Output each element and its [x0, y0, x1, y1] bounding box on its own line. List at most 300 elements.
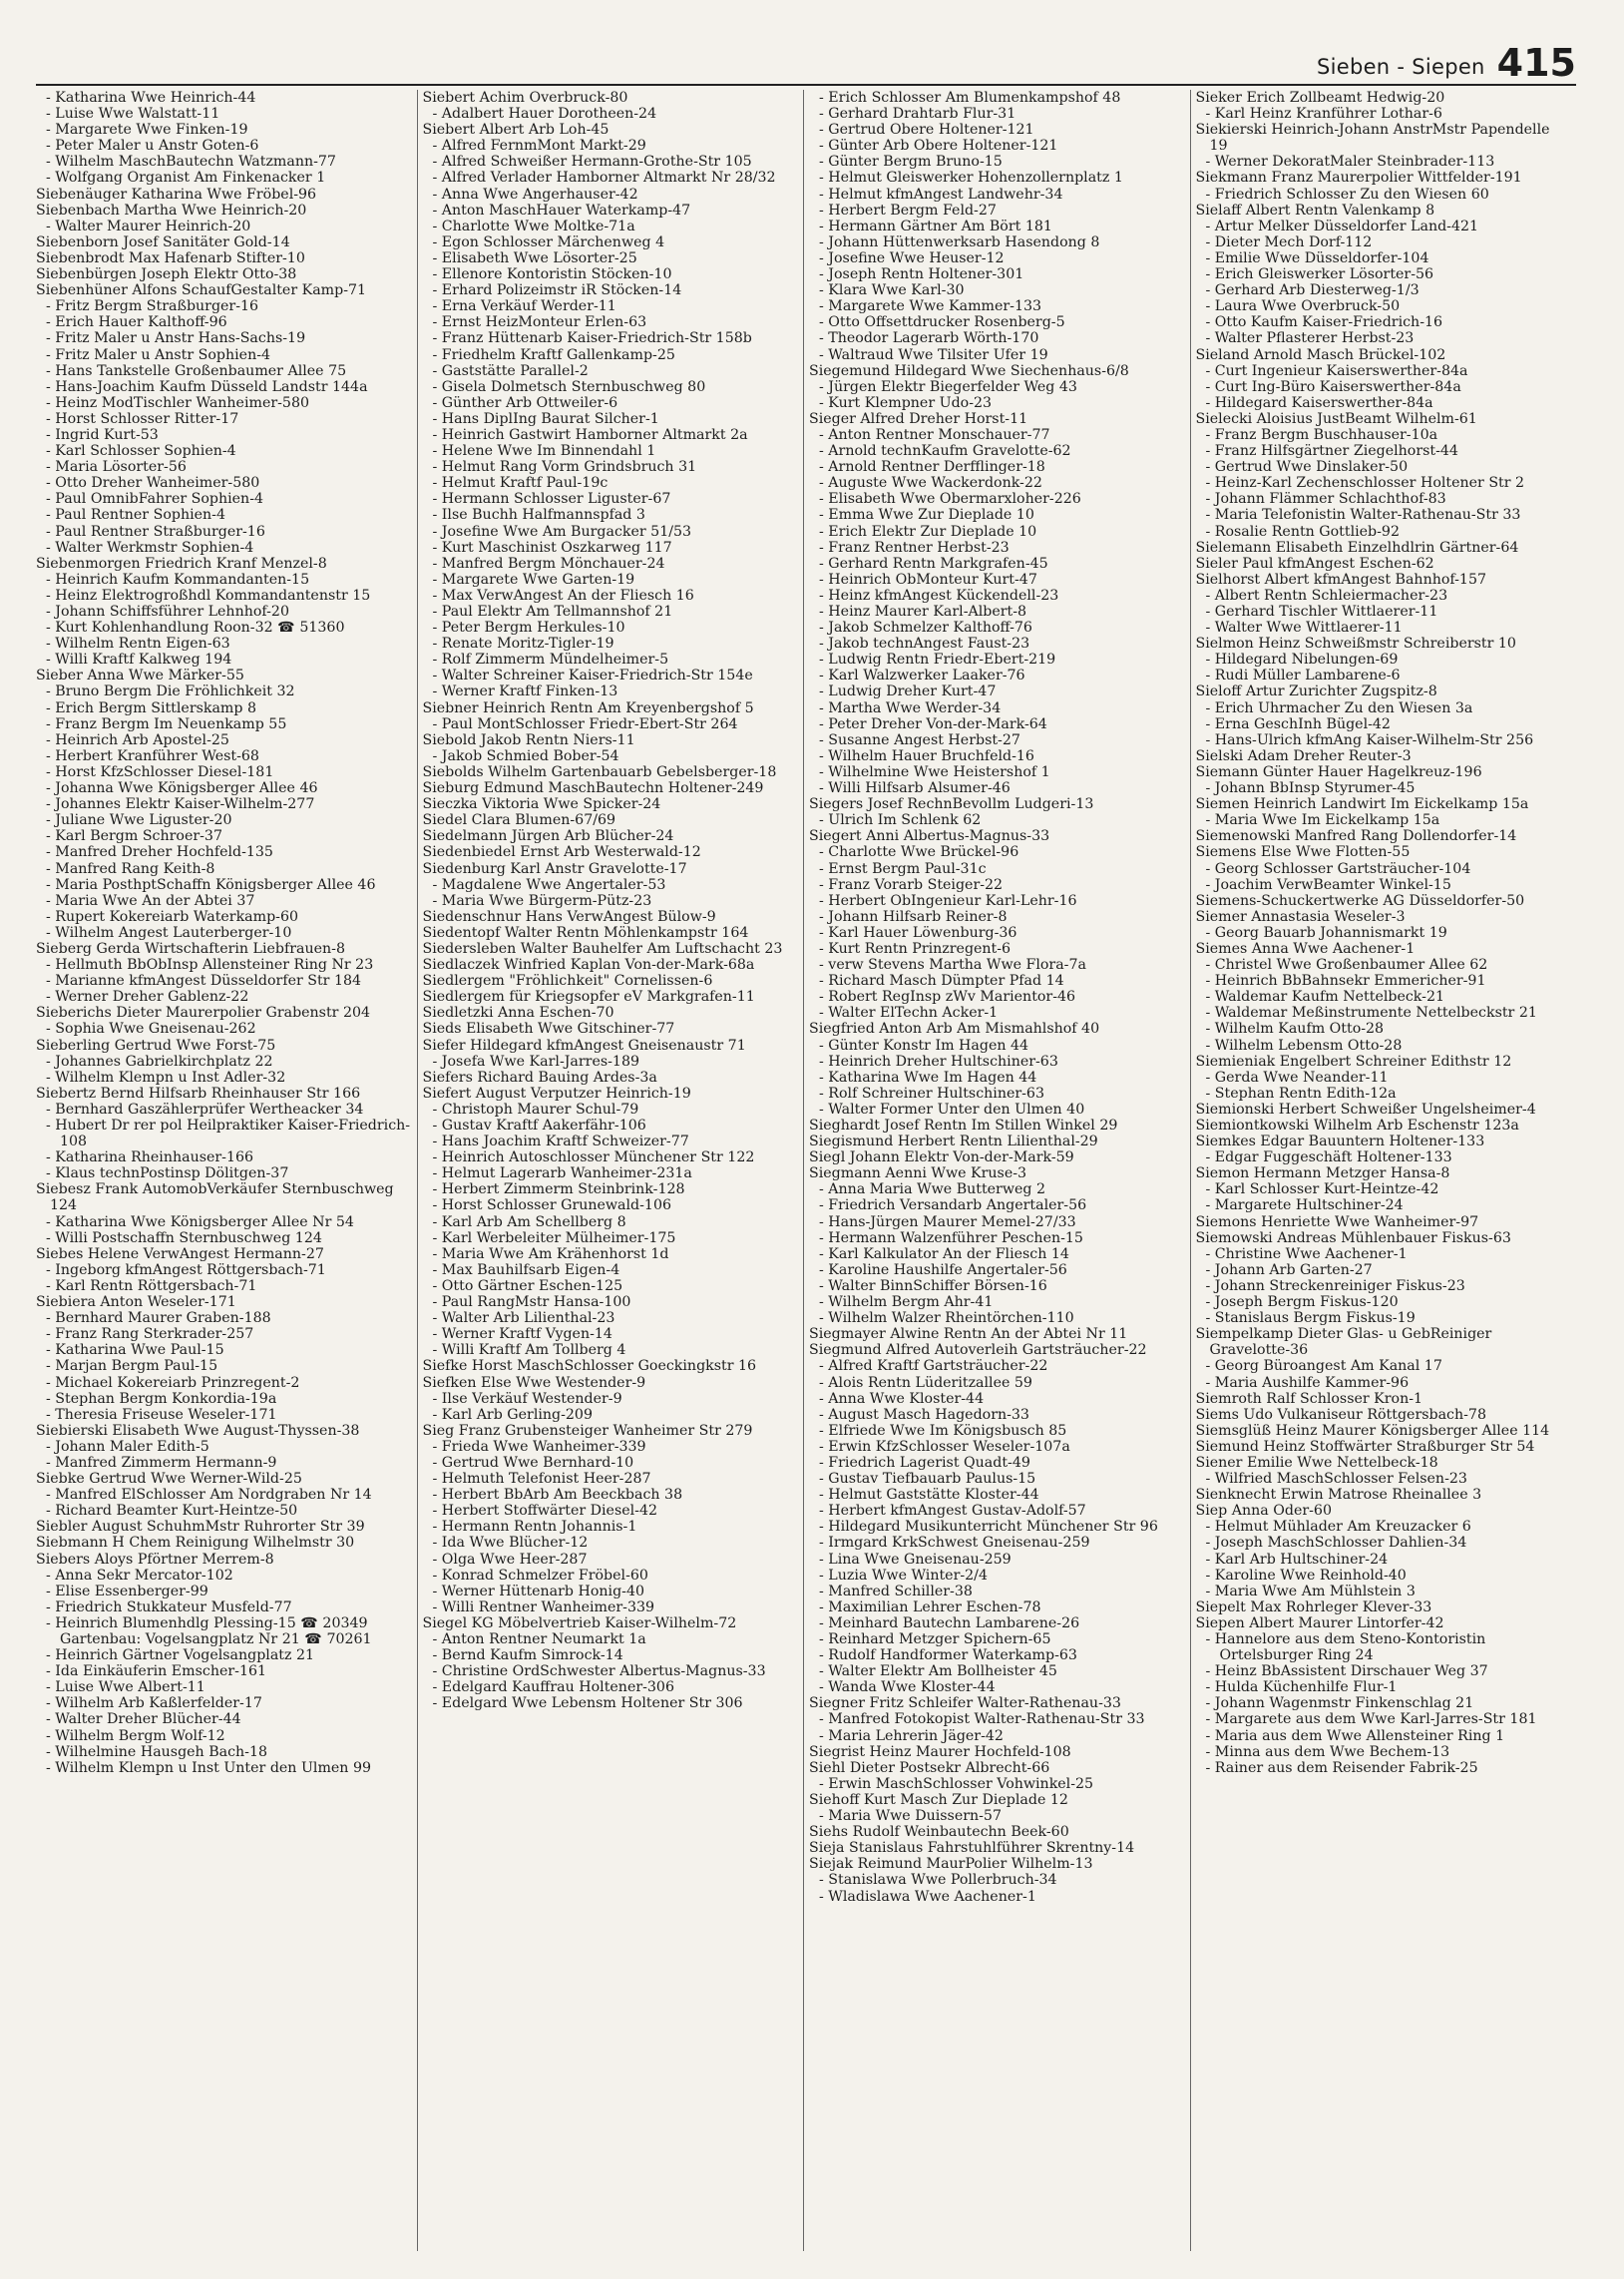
directory-entry: - Heinrich Gastwirt Hamborner Altmarkt 2a — [432, 426, 748, 443]
directory-entry: Siedletzki Anna Eschen-70 — [422, 1005, 614, 1022]
directory-entry: - Anna Wwe Kloster-44 — [819, 1390, 985, 1407]
directory-entry: - Alfred Schweißer Hermann-Grothe-Str 105 — [432, 154, 752, 171]
directory-entry: - Gaststätte Parallel-2 — [432, 362, 589, 379]
directory-entry: Siebenbach Martha Wwe Heinrich-20 — [36, 202, 307, 219]
directory-entry: - Margarete Wwe Finken-19 — [46, 122, 248, 139]
directory-entry: - Hermann Gärtner Am Bört 181 — [819, 218, 1052, 234]
directory-entry: - Walter BinnSchiffer Börsen-16 — [819, 1277, 1047, 1294]
directory-entry: - Maria Wwe Am Mühlstein 3 — [1205, 1583, 1416, 1599]
directory-entry: - Walter Dreher Blücher-44 — [46, 1711, 241, 1728]
directory-entry: Sieberling Gertrud Wwe Forst-75 — [36, 1037, 276, 1054]
directory-entry: - Heinrich Arb Apostel-25 — [46, 731, 229, 748]
directory-entry: - Christel Wwe Großenbaumer Allee 62 — [1205, 957, 1488, 974]
directory-entry: - Lina Wwe Gneisenau-259 — [819, 1551, 1012, 1568]
directory-entry: - Hans Joachim Kraftf Schweizer-77 — [432, 1134, 689, 1150]
directory-entry: - Rudi Müller Lambarene-6 — [1205, 668, 1401, 684]
directory-entry: - Heinrich Dreher Hultschiner-63 — [819, 1053, 1058, 1070]
directory-entry: Siebner Heinrich Rentn Am Kreyenbergshof 5 — [422, 699, 754, 716]
directory-entry: - Hermann Schlosser Liguster-67 — [432, 491, 671, 508]
directory-entry: - Edelgard Wwe Lebensm Holtener Str 306 — [432, 1695, 743, 1712]
directory-entry: - Paul OmnibFahrer Sophien-4 — [46, 491, 264, 508]
directory-entry: - Karoline Wwe Reinhold-40 — [1205, 1567, 1407, 1584]
directory-entry: - Margarete Wwe Kammer-133 — [819, 298, 1042, 315]
directory-entry: Siemroth Ralf Schlosser Kron-1 — [1195, 1390, 1423, 1407]
directory-entry: - Kurt Maschinist Oszkarweg 117 — [432, 539, 672, 556]
directory-entry: - Karl Rentn Röttgersbach-71 — [46, 1277, 257, 1294]
directory-entry: - Dieter Mech Dorf-112 — [1205, 233, 1373, 250]
directory-entry: - Christine Wwe Aachener-1 — [1205, 1245, 1408, 1262]
directory-entry: - Gerhard Rentn Markgrafen-45 — [819, 555, 1048, 572]
directory-entry: - Ida Einkäuferin Emscher-161 — [46, 1663, 267, 1680]
directory-entry: Siegmann Aenni Wwe Kruse-3 — [809, 1165, 1027, 1182]
directory-entry: - Alfred Kraftf Gartsträucher-22 — [819, 1358, 1048, 1375]
directory-entry: Siebke Gertrud Wwe Werner-Wild-25 — [36, 1471, 302, 1488]
directory-entry: - Wilhelm Kaufm Otto-28 — [1205, 1021, 1385, 1038]
directory-entry: - Irmgard KrkSchwest Gneisenau-259 — [819, 1535, 1090, 1552]
directory-entry: - Hulda Küchenhilfe Flur-1 — [1205, 1679, 1398, 1696]
directory-entry: - Waldemar Meßinstrumente Nettelbeckstr 21 — [1205, 1005, 1537, 1022]
directory-entry: - Willi Kraftf Kalkweg 194 — [46, 652, 232, 669]
directory-entry: - Gerhard Tischler Wittlaerer-11 — [1205, 604, 1438, 620]
directory-entry: Siegel KG Möbelvertrieb Kaiser-Wilhelm-72 — [422, 1614, 737, 1631]
directory-entry: Sielaff Albert Rentn Valenkamp 8 — [1195, 202, 1435, 219]
directory-entry: - Hans-Jürgen Maurer Memel-27/33 — [819, 1213, 1076, 1230]
directory-entry: - Edgar Fuggeschäft Holtener-133 — [1205, 1149, 1452, 1166]
directory-entry: - Ilse Buchh Halfmannspfad 3 — [432, 507, 645, 524]
directory-entry: - Anna Maria Wwe Butterweg 2 — [819, 1181, 1045, 1198]
directory-entry: - Bernd Kaufm Simrock-14 — [432, 1647, 623, 1664]
directory-entry: - Olga Wwe Heer-287 — [432, 1551, 588, 1568]
directory-entry: Siemiontkowski Wilhelm Arb Eschenstr 123a — [1195, 1118, 1519, 1134]
directory-entry: Siebiera Anton Weseler-171 — [36, 1294, 236, 1311]
directory-entry: - Maria Wwe An der Abtei 37 — [46, 892, 255, 909]
directory-entry: Siedelmann Jürgen Arb Blücher-24 — [422, 828, 674, 845]
directory-entry: - Richard Beamter Kurt-Heintze-50 — [46, 1503, 298, 1520]
directory-entry: Sieberichs Dieter Maurerpolier Grabenstr 204 — [36, 1005, 371, 1022]
directory-entry: - Konrad Schmelzer Fröbel-60 — [432, 1567, 648, 1584]
directory-entry: Sielemann Elisabeth Einzelhdlrin Gärtner-64 — [1195, 539, 1519, 556]
directory-entry: Siegismund Herbert Rentn Lilienthal-29 — [809, 1134, 1098, 1150]
directory-entry: - Erhard Polizeimstr iR Stöcken-14 — [432, 282, 682, 299]
directory-entry: - Werner Kraftf Finken-13 — [432, 684, 618, 700]
directory-entry: - Johann Schiffsführer Lehnhof-20 — [46, 604, 289, 620]
directory-entry: - Gerhard Drahtarb Flur-31 — [819, 106, 1016, 123]
directory-entry: - Rupert Kokereiarb Waterkamp-60 — [46, 908, 299, 925]
directory-entry: - Ingrid Kurt-53 — [46, 426, 159, 443]
directory-entry: - Walter Maurer Heinrich-20 — [46, 218, 251, 234]
directory-entry: - Renate Moritz-Tigler-19 — [432, 636, 614, 653]
directory-entry: - Manfred Fotokopist Walter-Rathenau-Str 33 — [819, 1711, 1145, 1728]
directory-entry: - Manfred Rang Keith-8 — [46, 860, 215, 877]
directory-entry: - Anton MaschHauer Waterkamp-47 — [432, 202, 691, 219]
directory-entry: - Wilhelm Bergm Ahr-41 — [819, 1294, 994, 1311]
directory-entry: - Hildegard Musikunterricht Münchener Str 96 — [819, 1519, 1158, 1536]
directory-entry: - Josefa Wwe Karl-Jarres-189 — [432, 1053, 639, 1070]
directory-entry: Siegmund Alfred Autoverleih Gartsträucher-22 — [809, 1342, 1147, 1359]
directory-entry: - Helmut Lagerarb Wanheimer-231a — [432, 1165, 692, 1182]
directory-entry: - Franz Hüttenarb Kaiser-Friedrich-Str 158b — [432, 330, 752, 347]
directory-entry: - Ellenore Kontoristin Stöcken-10 — [432, 266, 672, 283]
directory-entry: - Ulrich Im Schlenk 62 — [819, 812, 982, 829]
directory-entry: - Otto Gärtner Eschen-125 — [432, 1277, 623, 1294]
directory-entry: - Herbert Stoffwärter Diesel-42 — [432, 1503, 658, 1520]
directory-entry: - Heinz BbAssistent Dirschauer Weg 37 — [1205, 1663, 1488, 1680]
directory-entry: Siems Udo Vulkaniseur Röttgersbach-78 — [1195, 1406, 1486, 1423]
directory-entry: - Heinrich Autoschlosser Münchener Str 122 — [432, 1149, 755, 1166]
directory-entry: - Paul Rentner Sophien-4 — [46, 507, 225, 524]
directory-entry: - Alfred Verlader Hamborner Altmarkt Nr 28/32 — [432, 170, 776, 187]
directory-entry: - Karl Walzwerker Laaker-76 — [819, 668, 1025, 684]
directory-entry: - Wilfried MaschSchlosser Felsen-23 — [1205, 1471, 1467, 1488]
directory-entry: - Hermann Rentn Johannis-1 — [432, 1519, 637, 1536]
directory-entry: - Erna Verkäuf Werder-11 — [432, 298, 616, 315]
directory-entry: - Franz Bergm Buschhauser-10a — [1205, 426, 1438, 443]
directory-entry: - Friedhelm Kraftf Gallenkamp-25 — [432, 346, 675, 363]
directory-entry: - Maria Aushilfe Kammer-96 — [1205, 1374, 1410, 1391]
directory-entry: - Elisabeth Wwe Obermarxloher-226 — [819, 491, 1081, 508]
directory-entry: - Helmut Rang Vorm Grindsbruch 31 — [432, 459, 697, 476]
directory-entry: - Wilhelmine Wwe Heistershof 1 — [819, 763, 1050, 780]
directory-entry: - Walter Former Unter den Ulmen 40 — [819, 1101, 1085, 1118]
directory-entry: Siefers Richard Bauing Ardes-3a — [422, 1069, 657, 1086]
directory-entry: - Erich Gleiswerker Lösorter-56 — [1205, 266, 1434, 283]
directory-entry: - Friedrich Versandarb Angertaler-56 — [819, 1197, 1087, 1214]
directory-entry: - Otto Kaufm Kaiser-Friedrich-16 — [1205, 314, 1443, 331]
directory-entry: - Manfred Zimmerm Hermann-9 — [46, 1454, 277, 1471]
directory-entry: Sielecki Aloisius JustBeamt Wilhelm-61 — [1195, 410, 1477, 427]
directory-entry: - Maria Telefonistin Walter-Rathenau-Str 33 — [1205, 507, 1521, 524]
directory-entry: - Meinhard Bautechn Lambarene-26 — [819, 1614, 1080, 1631]
directory-entry: - Erwin MaschSchlosser Vohwinkel-25 — [819, 1775, 1094, 1792]
directory-entry: - Stanislawa Wwe Pollerbruch-34 — [819, 1872, 1057, 1889]
directory-entry: - Erich Hauer Kalthoff-96 — [46, 314, 227, 331]
directory-entry: - Albert Rentn Schleiermacher-23 — [1205, 587, 1448, 604]
directory-entry: - Wilhelm Rentn Eigen-63 — [46, 636, 230, 653]
directory-entry: - Manfred ElSchlosser Am Nordgraben Nr 14 — [46, 1487, 372, 1504]
directory-entry: Sieloff Artur Zurichter Zugspitz-8 — [1195, 684, 1437, 700]
directory-entry: Siener Emilie Wwe Nettelbeck-18 — [1195, 1454, 1438, 1471]
directory-entry: - Johann Hüttenwerksarb Hasendong 8 — [819, 233, 1100, 250]
directory-entry: - Ernst Bergm Paul-31c — [819, 860, 987, 877]
directory-entry: - Horst KfzSchlosser Diesel-181 — [46, 763, 274, 780]
directory-entry: - Helmut Kraftf Paul-19c — [432, 475, 609, 492]
directory-entry: - Christoph Maurer Schul-79 — [432, 1101, 639, 1118]
directory-entry: - Theresia Friseuse Weseler-171 — [46, 1406, 277, 1423]
directory-entry: Siebenborn Josef Sanitäter Gold-14 — [36, 233, 290, 250]
directory-entry: - Walter Wwe Wittlaerer-11 — [1205, 620, 1403, 637]
directory-entry: - Karl Heinz Kranführer Lothar-6 — [1205, 106, 1442, 123]
directory-entry: - Karl Arb Gerling-209 — [432, 1406, 593, 1423]
directory-entry: - Katharina Wwe Königsberger Allee Nr 54 — [46, 1213, 354, 1230]
directory-entry: - Anna Sekr Mercator-102 — [46, 1567, 233, 1584]
directory-entry: - Max Bauhilfsarb Eigen-4 — [432, 1261, 620, 1278]
directory-entry: - Ilse Verkäuf Westender-9 — [432, 1390, 622, 1407]
directory-entry: Siebenhüner Alfons SchaufGestalter Kamp-71 — [36, 282, 367, 299]
directory-entry: - Stanislaus Bergm Fiskus-19 — [1205, 1310, 1416, 1327]
directory-column-4 — [1190, 90, 1577, 2251]
directory-entry: - Friedrich Stukkateur Musfeld-77 — [46, 1598, 292, 1615]
directory-entry: - Maria Wwe Im Eickelkamp 15a — [1205, 812, 1440, 829]
directory-entry: Siefert August Verputzer Heinrich-19 — [422, 1085, 691, 1102]
directory-entry: Siedenbiedel Ernst Arb Westerwald-12 — [422, 844, 701, 861]
directory-entry: - Johann Streckenreiniger Fiskus-23 — [1205, 1277, 1465, 1294]
directory-entry: Sielhorst Albert kfmAngest Bahnhof-157 — [1195, 571, 1487, 588]
directory-entry: - Richard Masch Dümpter Pfad 14 — [819, 973, 1064, 990]
directory-entry: - Wilhelm Bergm Wolf-12 — [46, 1727, 225, 1744]
directory-entry: Siemon Hermann Metzger Hansa-8 — [1195, 1165, 1450, 1182]
directory-entry: - Erich Schlosser Am Blumenkampshof 48 — [819, 90, 1121, 106]
directory-entry: - Karl Hauer Löwenburg-36 — [819, 924, 1017, 941]
directory-entry: - Hellmuth BbObInsp Allensteiner Ring Nr 23 — [46, 957, 374, 974]
directory-entry: - Wolfgang Organist Am Finkenacker 1 — [46, 170, 326, 187]
directory-entry: Siemieniak Engelbert Schreiner Edithstr 12 — [1195, 1053, 1512, 1070]
directory-entry: Siehoff Kurt Masch Zur Dieplade 12 — [809, 1791, 1068, 1808]
directory-entry: - Willi Rentner Wanheimer-339 — [432, 1598, 655, 1615]
directory-entry: - Juliane Wwe Liguster-20 — [46, 812, 232, 829]
directory-entry: - Horst Schlosser Ritter-17 — [46, 410, 239, 427]
directory-entry: - Georg Büroangest Am Kanal 17 — [1205, 1358, 1442, 1375]
directory-entry: - Herbert BbArb Am Beeckbach 38 — [432, 1487, 683, 1504]
directory-entry: - Heinrich Blumenhdlg Plessing-15 ☎ 20349 Gartenbau: Vogelsangplatz Nr 21 ☎ 70261 — [46, 1614, 372, 1647]
name-range: Sieben - Siepen — [1316, 55, 1485, 79]
directory-entry: - Michael Kokereiarb Prinzregent-2 — [46, 1374, 300, 1391]
directory-entry: - Joseph Bergm Fiskus-120 — [1205, 1294, 1399, 1311]
directory-entry: - Katharina Rheinhauser-166 — [46, 1149, 254, 1166]
directory-entry: Siemen Heinrich Landwirt Im Eickelkamp 15a — [1195, 796, 1529, 813]
directory-entry: - Ernst HeizMonteur Erlen-63 — [432, 314, 647, 331]
directory-entry: Sienknecht Erwin Matrose Rheinallee 3 — [1195, 1487, 1482, 1504]
directory-entry: - Waltraud Wwe Tilsiter Ufer 19 — [819, 346, 1048, 363]
directory-entry: - Charlotte Wwe Brückel-96 — [819, 844, 1019, 861]
directory-entry: - Stephan Bergm Konkordia-19a — [46, 1390, 277, 1407]
directory-entry: - August Masch Hagedorn-33 — [819, 1406, 1029, 1423]
directory-entry: - Alfred FernmMont Markt-29 — [432, 138, 646, 155]
directory-entry: - Gustav Tiefbauarb Paulus-15 — [819, 1471, 1036, 1488]
directory-entry: - Peter Maler u Anstr Goten-6 — [46, 138, 259, 155]
directory-entry: - Luise Wwe Albert-11 — [46, 1679, 205, 1696]
directory-entry: - Wilhelm Walzer Rheintörchen-110 — [819, 1310, 1074, 1327]
directory-entry: - Karoline Haushilfe Angertaler-56 — [819, 1261, 1067, 1278]
directory-entry: Siebers Aloys Pförtner Merrem-8 — [36, 1551, 274, 1568]
directory-entry: - Johann Hilfsarb Reiner-8 — [819, 908, 1008, 925]
directory-entry: - Franz Hilfsgärtner Ziegelhorst-44 — [1205, 443, 1458, 460]
directory-entry: - Walter Schreiner Kaiser-Friedrich-Str 154e — [432, 668, 753, 684]
directory-entry: - Laura Wwe Overbruck-50 — [1205, 298, 1401, 315]
directory-entry: Sieds Elisabeth Wwe Gitschiner-77 — [422, 1021, 675, 1038]
directory-entry: - Walter ElTechn Acker-1 — [819, 1005, 999, 1022]
directory-entry: - Heinz-Karl Zechenschlosser Holtener Str 2 — [1205, 475, 1525, 492]
directory-entry: - Hildegard Kaiserswerther-84a — [1205, 394, 1433, 411]
directory-entry: - Willi Hilfsarb Alsumer-46 — [819, 780, 1011, 797]
directory-entry: - Ludwig Dreher Kurt-47 — [819, 684, 997, 700]
directory-entry: - Karl Arb Hultschiner-24 — [1205, 1551, 1389, 1568]
directory-entry: - Rolf Schreiner Hultschiner-63 — [819, 1085, 1044, 1102]
directory-entry: - Heinz kfmAngest Kückendell-23 — [819, 587, 1059, 604]
directory-entry: Siefken Else Wwe Westender-9 — [422, 1374, 646, 1391]
directory-entry: Siekierski Heinrich-Johann AnstrMstr Papendelle 19 — [1195, 122, 1550, 155]
directory-entry: - Erich Elektr Zur Dieplade 10 — [819, 523, 1037, 540]
directory-entry: - Walter Arb Lilienthal-23 — [432, 1310, 615, 1327]
directory-entry: - Karl Bergm Schroer-37 — [46, 828, 222, 845]
directory-entry: - Alois Rentn Lüderitzallee 59 — [819, 1374, 1032, 1391]
directory-entry: - Kurt Rentn Prinzregent-6 — [819, 940, 1012, 957]
directory-entry: - Hans DiplIng Baurat Silcher-1 — [432, 410, 659, 427]
directory-entry: - Gerda Wwe Neander-11 — [1205, 1069, 1389, 1086]
directory-entry: Siebert Albert Arb Loh-45 — [422, 122, 609, 139]
directory-entry: - Franz Rang Sterkrader-257 — [46, 1326, 254, 1343]
directory-entry: - Christine OrdSchwester Albertus-Magnus-33 — [432, 1663, 766, 1680]
directory-entry: - Horst Schlosser Grunewald-106 — [432, 1197, 672, 1214]
directory-entry: - Luise Wwe Walstatt-11 — [46, 106, 220, 123]
directory-entry: Siebenäuger Katharina Wwe Fröbel-96 — [36, 186, 317, 203]
directory-entry: - Wladislawa Wwe Aachener-1 — [819, 1888, 1036, 1905]
directory-entry: Siegl Johann Elektr Von-der-Mark-59 — [809, 1149, 1074, 1166]
directory-entry: - Maria aus dem Wwe Allensteiner Ring 1 — [1205, 1727, 1505, 1744]
directory-entry: - Waldemar Kaufm Nettelbeck-21 — [1205, 989, 1445, 1006]
directory-entry: - Fritz Bergm Straßburger-16 — [46, 298, 259, 315]
directory-entry: Siemons Henriette Wwe Wanheimer-97 — [1195, 1213, 1479, 1230]
directory-column-2 — [417, 90, 804, 2251]
directory-entry: - Martha Wwe Werder-34 — [819, 699, 1002, 716]
directory-entry: - Margarete aus dem Wwe Karl-Jarres-Str 181 — [1205, 1711, 1537, 1728]
directory-entry: - Gertrud Wwe Dinslaker-50 — [1205, 459, 1409, 476]
directory-entry: - Ludwig Rentn Friedr-Ebert-219 — [819, 652, 1056, 669]
directory-entry: - Willi Kraftf Am Tollberg 4 — [432, 1342, 626, 1359]
directory-entry: - Werner Kraftf Vygen-14 — [432, 1326, 612, 1343]
directory-entry: - Susanne Angest Herbst-27 — [819, 731, 1020, 748]
directory-entry: - Ingeborg kfmAngest Röttgersbach-71 — [46, 1261, 326, 1278]
directory-entry: Siehl Dieter Postsekr Albrecht-66 — [809, 1759, 1050, 1776]
directory-entry: - Robert RegInsp zWv Marientor-46 — [819, 989, 1076, 1006]
directory-entry: Siemowski Andreas Mühlenbauer Fiskus-63 — [1195, 1229, 1511, 1246]
directory-entry: - Wilhelm Lebensm Otto-28 — [1205, 1037, 1403, 1054]
directory-entry: - Johann Flämmer Schlachthof-83 — [1205, 491, 1446, 508]
directory-entry: - Katharina Wwe Paul-15 — [46, 1342, 224, 1359]
directory-entry: - Anna Wwe Angerhauser-42 — [432, 186, 638, 203]
directory-entry: Siedentopf Walter Rentn Möhlenkampstr 164 — [422, 924, 749, 941]
directory-entry: Siemsglüß Heinz Maurer Königsberger Allee 114 — [1195, 1422, 1550, 1439]
directory-entry: Siebler August SchuhmMstr Ruhrorter Str 39 — [36, 1519, 365, 1536]
directory-entry: - Joseph Rentn Holtener-301 — [819, 266, 1024, 283]
directory-entry: - Rudolf Handformer Waterkamp-63 — [819, 1647, 1077, 1664]
directory-entry: - Willi Postschaffn Sternbuschweg 124 — [46, 1229, 322, 1246]
directory-entry: - Gerhard Arb Diesterweg-1/3 — [1205, 282, 1420, 299]
directory-entry: - Wilhelmine Hausgeh Bach-18 — [46, 1743, 268, 1760]
directory-entry: - Marianne kfmAngest Düsseldorfer Str 184 — [46, 973, 362, 990]
directory-entry: Sieczka Viktoria Wwe Spicker-24 — [422, 796, 661, 813]
directory-entry: - Heinz Elektrogroßhdl Kommandantenstr 15 — [46, 587, 371, 604]
directory-entry: - verw Stevens Martha Wwe Flora-7a — [819, 957, 1086, 974]
directory-entry: - Gisela Dolmetsch Sternbuschweg 80 — [432, 378, 706, 395]
directory-entry: - Edelgard Kauffrau Holtener-306 — [432, 1679, 674, 1696]
directory-entry: - Karl Werbeleiter Mülheimer-175 — [432, 1229, 676, 1246]
directory-entry: - Marjan Bergm Paul-15 — [46, 1358, 218, 1375]
directory-entry: - Georg Schlosser Gartsträucher-104 — [1205, 860, 1471, 877]
directory-entry: Siegers Josef RechnBevollm Ludgeri-13 — [809, 796, 1094, 813]
directory-entry: - Jakob Schmelzer Kalthoff-76 — [819, 620, 1032, 637]
directory-entry: - Walter Werkmstr Sophien-4 — [46, 539, 254, 556]
directory-entry: - Heinrich Kaufm Kommandanten-15 — [46, 571, 310, 588]
directory-entry: - Walter Pflasterer Herbst-23 — [1205, 330, 1415, 347]
directory-entry: - Paul RangMstr Hansa-100 — [432, 1294, 631, 1311]
directory-entry: - Franz Rentner Herbst-23 — [819, 539, 1010, 556]
directory-entry: - Wilhelm MaschBautechn Watzmann-77 — [46, 154, 336, 171]
directory-entry: - Otto Offsettdrucker Rosenberg-5 — [819, 314, 1065, 331]
directory-entry: - Maria PosthptSchaffn Königsberger Allee 46 — [46, 876, 376, 893]
directory-entry: Sieber Anna Wwe Märker-55 — [36, 668, 244, 684]
directory-entry: - Sophia Wwe Gneisenau-262 — [46, 1021, 256, 1038]
directory-entry: - Günter Arb Obere Holtener-121 — [819, 138, 1058, 155]
directory-entry: - Johann BbInsp Styrumer-45 — [1205, 780, 1416, 797]
directory-entry: - Charlotte Wwe Moltke-71a — [432, 218, 635, 234]
directory-entry: - Kurt Kohlenhandlung Roon-32 ☎ 51360 — [46, 620, 345, 637]
directory-entry: - Margarete Wwe Garten-19 — [432, 571, 635, 588]
directory-entry: - Erna GeschInh Bügel-42 — [1205, 715, 1391, 732]
directory-entry: - Herbert Zimmerm Steinbrink-128 — [432, 1181, 685, 1198]
directory-entry: Siemann Günter Hauer Hagelkreuz-196 — [1195, 763, 1482, 780]
directory-entry: - Minna aus dem Wwe Bechem-13 — [1205, 1743, 1450, 1760]
directory-entry: - Klara Wwe Karl-30 — [819, 282, 965, 299]
directory-entry: - Herbert kfmAngest Gustav-Adolf-57 — [819, 1503, 1086, 1520]
directory-entry: Siebertz Bernd Hilfsarb Rheinhauser Str 166 — [36, 1085, 361, 1102]
directory-entry: Siekmann Franz Maurerpolier Wittfelder-191 — [1195, 170, 1522, 187]
directory-entry: - Wilhelm Klempn u Inst Adler-32 — [46, 1069, 286, 1086]
directory-entry: - Helmut kfmAngest Landwehr-34 — [819, 186, 1063, 203]
directory-entry: - Emilie Wwe Düsseldorfer-104 — [1205, 249, 1429, 266]
directory-entry: Siemionski Herbert Schweißer Ungelsheimer-4 — [1195, 1101, 1536, 1118]
directory-entry: - Arnold Rentner Derfflinger-18 — [819, 459, 1045, 476]
directory-entry: Siedenschnur Hans VerwAngest Bülow-9 — [422, 908, 716, 925]
directory-entry: - Jakob Schmied Bober-54 — [432, 747, 619, 764]
directory-entry: - Anton Rentner Neumarkt 1a — [432, 1631, 646, 1647]
directory-entry: - Emma Wwe Zur Dieplade 10 — [819, 507, 1034, 524]
directory-entry: Siegert Anni Albertus-Magnus-33 — [809, 828, 1050, 845]
directory-entry: Siegmayer Alwine Rentn An der Abtei Nr 11 — [809, 1326, 1128, 1343]
directory-entry: Siegemund Hildegard Wwe Siechenhaus-6/8 — [809, 362, 1129, 379]
directory-entry: Siedlergem für Kriegsopfer eV Markgrafen-11 — [422, 989, 755, 1006]
directory-entry: Sielmon Heinz Schweißmstr Schreiberstr 10 — [1195, 636, 1516, 653]
directory-entry: - Günter Bergm Bruno-15 — [819, 154, 1003, 171]
directory-entry: Siemer Annastasia Weseler-3 — [1195, 908, 1406, 925]
directory-entry: - Manfred Dreher Hochfeld-135 — [46, 844, 273, 861]
directory-entry: Siemkes Edgar Bauuntern Holtener-133 — [1195, 1134, 1485, 1150]
directory-entry: - Rosalie Rentn Gottlieb-92 — [1205, 523, 1400, 540]
directory-entry: - Helmut Gleiswerker Hohenzollernplatz 1 — [819, 170, 1123, 187]
directory-entry: - Bernhard Maurer Graben-188 — [46, 1310, 271, 1327]
directory-entry: - Johann Wagenmstr Finkenschlag 21 — [1205, 1695, 1474, 1712]
directory-entry: - Hans Tankstelle Großenbaumer Allee 75 — [46, 362, 347, 379]
directory-entry: Sieberg Gerda Wirtschafterin Liebfrauen-8 — [36, 940, 345, 957]
directory-entry: Siegrist Heinz Maurer Hochfeld-108 — [809, 1743, 1071, 1760]
directory-entry: Siefer Hildegard kfmAngest Gneisenaustr 71 — [422, 1037, 746, 1054]
directory-entry: Siebmann H Chem Reinigung Wilhelmstr 30 — [36, 1535, 355, 1552]
directory-entry: - Helene Wwe Im Binnendahl 1 — [432, 443, 656, 460]
directory-entry: - Franz Vorarb Steiger-22 — [819, 876, 1004, 893]
directory-entry: Sieger Alfred Dreher Horst-11 — [809, 410, 1028, 427]
directory-entry: - Hannelore aus dem Steno-Kontoristin Ortelsburger Ring 24 — [1205, 1631, 1486, 1664]
directory-entry: Sieler Paul kfmAngest Eschen-62 — [1195, 555, 1434, 572]
directory-entry: - Rainer aus dem Reisender Fabrik-25 — [1205, 1759, 1478, 1776]
directory-entry: - Frieda Wwe Wanheimer-339 — [432, 1438, 646, 1455]
directory-entry: - Günter Konstr Im Hagen 44 — [819, 1037, 1029, 1054]
directory-entry: - Luzia Wwe Winter-2/4 — [819, 1567, 988, 1584]
directory-entry: Sieja Stanislaus Fahrstuhlführer Skrentny-14 — [809, 1840, 1135, 1857]
directory-entry: - Herbert ObIngenieur Karl-Lehr-16 — [819, 892, 1077, 909]
directory-column-3 — [803, 90, 1190, 2251]
directory-entry: - Jürgen Elektr Biegerfelder Weg 43 — [819, 378, 1077, 395]
directory-entry: - Joseph MaschSchlosser Dahlien-34 — [1205, 1535, 1467, 1552]
directory-entry: Siebes Helene VerwAngest Hermann-27 — [36, 1245, 324, 1262]
